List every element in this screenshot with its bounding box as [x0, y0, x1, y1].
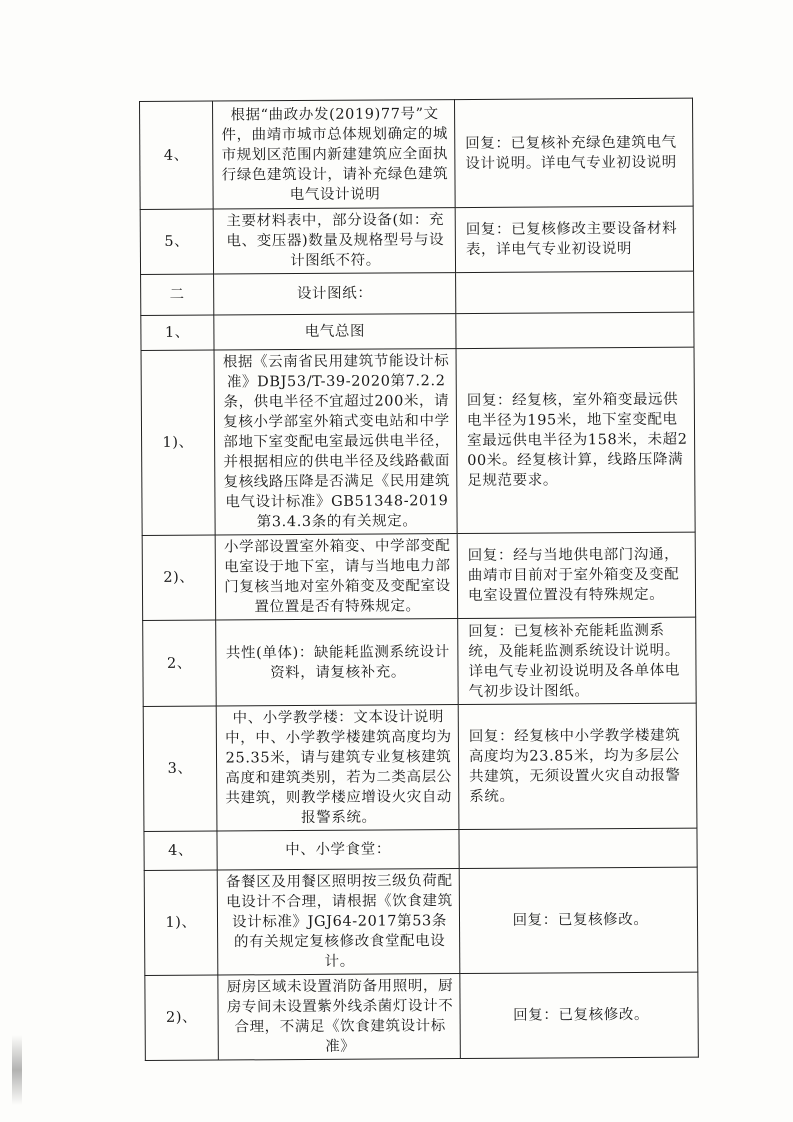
table-row	[141, 347, 695, 535]
review-comment: 根据“曲政办发(2019)77号”文件，曲靖市城市总体规划确定的城市规划区范围内新建建筑应全面执行绿色建筑设计，请补充绿色建筑电气设计说明	[213, 100, 456, 209]
review-comment: 主要材料表中，部分设备(如：充电、变压器)数量及规格型号与设计图纸不符。	[213, 208, 455, 274]
table-row	[140, 206, 693, 274]
table-row	[145, 972, 699, 1060]
reply-text: 回复：已复核补充能耗监测系统，及能耗监测系统设计说明。详电气专业初设说明及各单体电气初步设计图纸。	[458, 617, 697, 704]
section-number: 二	[141, 274, 214, 315]
section-heading: 设计图纸：	[214, 273, 456, 315]
reply-text: 回复：经与当地供电部门沟通，曲靖市目前对于室外箱变及变配电室设置位置没有特殊规定。	[457, 532, 696, 618]
review-comments-table	[139, 98, 699, 1061]
review-comment: 根据《云南省民用建筑节能设计标准》DBJ53/T-39-2020第7.2.2条，供电半径不宜超过200米，请复核小学部室外箱式变电站和中学部地下室变配电室最远供电半径，并根据相应的供电半径及线路截面复核线路压降是否满足《民用建筑电气设计标准》GB51348-2019第3.4.3条的有关规定。	[214, 349, 457, 535]
reply-text	[456, 271, 694, 313]
subsection-heading: 电气总图	[214, 314, 456, 350]
scan-edge-shadow	[12, 1035, 22, 1105]
table-row	[141, 271, 694, 315]
reply-text: 回复：已复核修改。	[460, 972, 699, 1058]
item-number: 1)、	[141, 350, 215, 535]
table-row	[144, 828, 697, 870]
review-comment: 厨房区域未设置消防备用照明，厨房专间未设置紫外线杀菌灯设计不合理，不满足《饮食建筑设计标准》	[218, 974, 461, 1060]
item-number: 5、	[140, 209, 213, 274]
table-row	[143, 703, 697, 831]
item-number: 1、	[141, 315, 214, 350]
reply-text: 回复：已复核修改主要设备材料表，详电气专业初设说明	[455, 206, 693, 272]
table-row	[141, 312, 694, 350]
review-comment: 共性(单体)：缺能耗监测系统设计资料，请复核补充。	[216, 619, 459, 706]
review-comment: 小学部设置室外箱变、中学部变配电室设于地下室，请与当地电力部门复核当地对室外箱变及变配室设置位置是否有特殊规定。	[215, 534, 458, 620]
table-row	[143, 617, 697, 706]
subsection-heading: 中、小学食堂：	[217, 830, 459, 870]
reply-text	[456, 312, 694, 348]
item-number: 4、	[140, 101, 214, 209]
table-row	[144, 867, 698, 975]
reply-text: 回复：经复核，室外箱变最远供电半径为195米，地下室变配电室最远供电半径为158米，未超200米。经复核计算，线路压降满足规范要求。	[456, 347, 695, 533]
item-number: 4、	[144, 831, 217, 870]
item-number: 2)、	[145, 975, 219, 1060]
item-number: 1)、	[144, 870, 218, 975]
table-row	[140, 98, 694, 209]
item-number: 2、	[143, 620, 217, 706]
item-number: 3、	[143, 706, 217, 831]
reply-text: 回复：已复核补充绿色建筑电气设计说明。详电气专业初设说明	[454, 98, 693, 207]
reply-text: 回复：经复核中小学教学楼建筑高度均为23.85米，均为多层公共建筑，无须设置火灾自动报警系统。	[458, 703, 697, 829]
reply-text: 回复：已复核修改。	[459, 867, 698, 973]
item-number: 2)、	[142, 535, 216, 620]
review-comment: 备餐区及用餐区照明按三级负荷配电设计不合理，请根据《饮食建筑设计标准》JGJ64-2017第53条的有关规定复核修改食堂配电设计。	[217, 869, 460, 975]
table-row	[142, 532, 696, 620]
review-comment: 中、小学教学楼：文本设计说明中，中、小学教学楼建筑高度均为25.35米，请与建筑专业复核建筑高度和建筑类别，若为二类高层公共建筑，则教学楼应增设火灾自动报警系统。	[216, 705, 459, 831]
reply-text	[459, 828, 697, 868]
